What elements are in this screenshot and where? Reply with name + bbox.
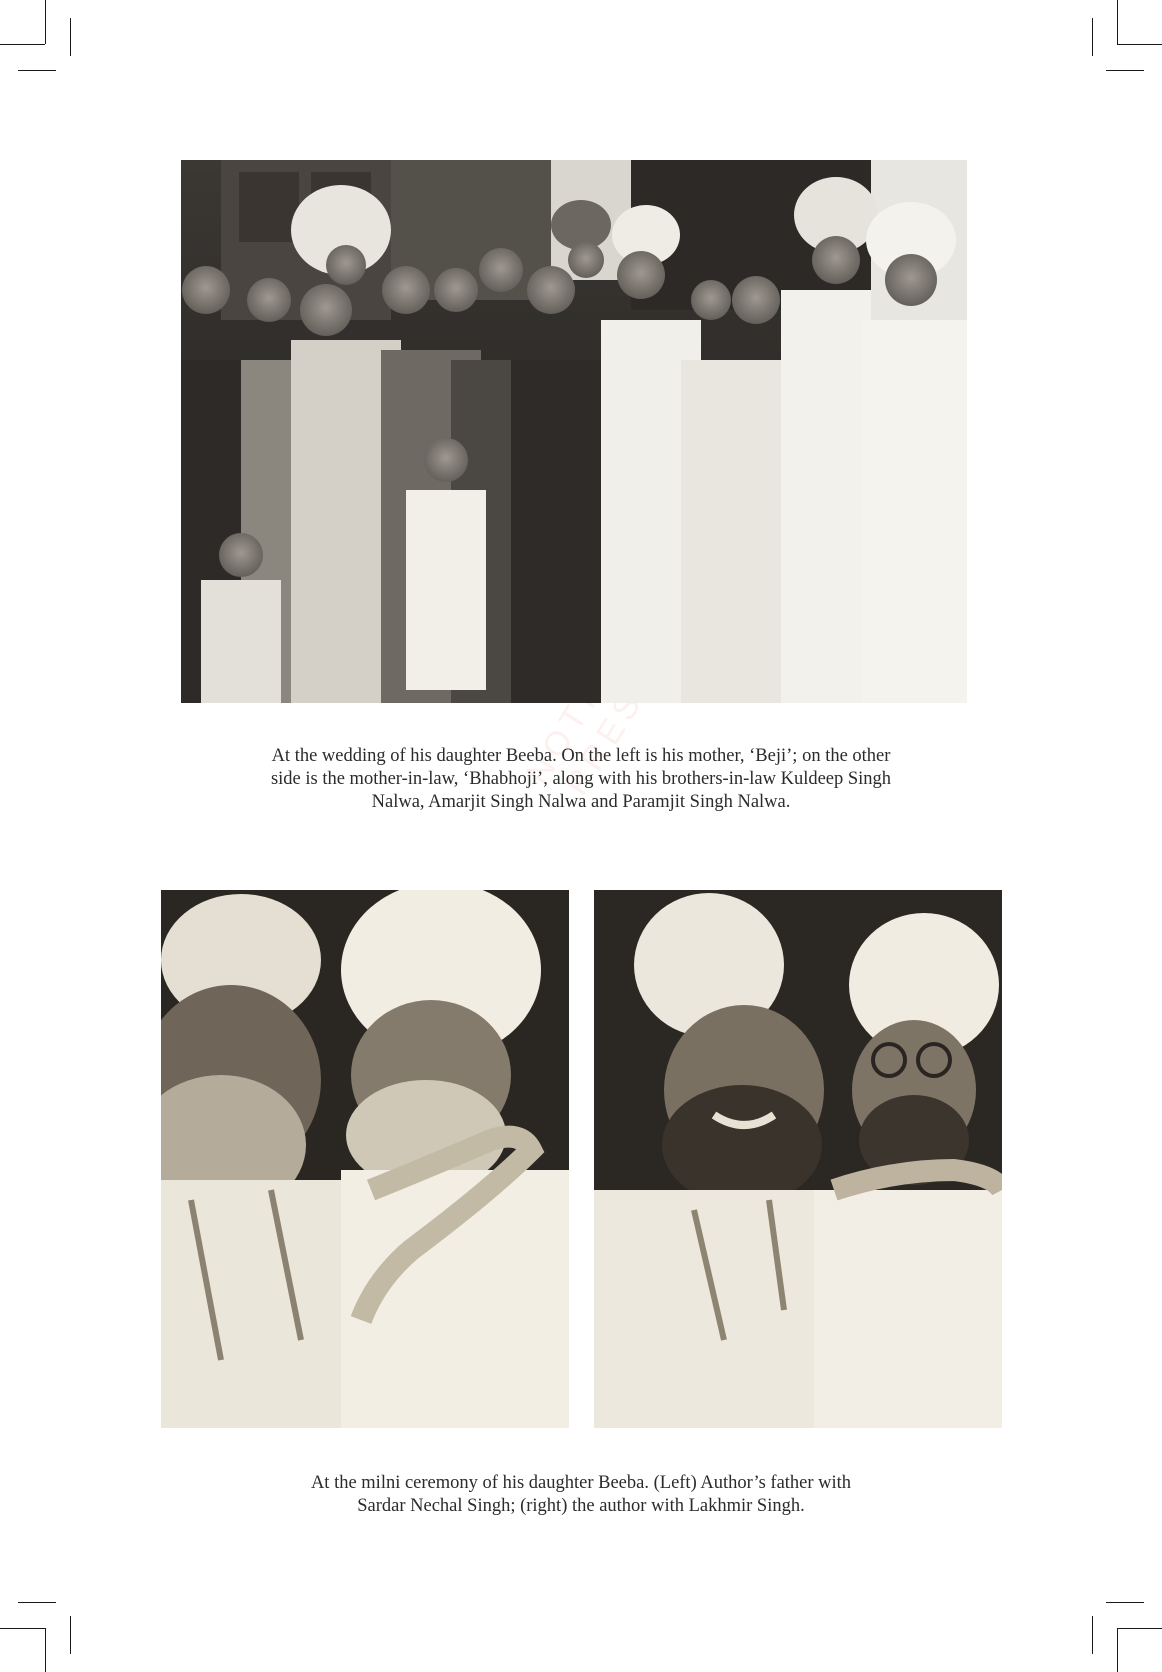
crop-mark-bottom-right-vertical (1117, 1628, 1118, 1672)
milni-photo-caption (0, 1472, 1162, 1518)
crop-mark-bottom-right-horizontal (1117, 1628, 1162, 1629)
caption-line: Sardar Nechal Singh; (right) the author with Lakhmir Singh. (357, 1496, 805, 1516)
crop-mark-bottom-left-horizontal-inner (18, 1602, 56, 1603)
wedding-photo-caption (0, 745, 1162, 814)
watermark: NOTION PRESS (518, 628, 667, 802)
crop-mark-bottom-left-vertical (45, 1628, 46, 1672)
wedding-group-photo (181, 160, 967, 703)
crop-mark-bottom-right-vertical-inner (1092, 1616, 1093, 1654)
crop-mark-bottom-right-horizontal-inner (1106, 1602, 1144, 1603)
caption-line: At the wedding of his daughter Beeba. On the left is his mother, ‘Beji’; on the other (271, 746, 891, 766)
crop-mark-top-right-horizontal-inner (1106, 70, 1144, 71)
crop-mark-top-left-horizontal (0, 44, 45, 45)
caption-line: side is the mother-in-law, ‘Bhabhoji’, along with his brothers-in-law Kuldeep Singh (270, 769, 892, 789)
group-photo-icon (181, 160, 967, 703)
crop-mark-top-left-vertical-inner (70, 18, 71, 56)
embrace-photo-icon (594, 890, 1002, 1428)
crop-mark-top-right-vertical (1117, 0, 1118, 44)
milni-right-photo (594, 890, 1002, 1428)
crop-mark-bottom-left-vertical-inner (70, 1616, 71, 1654)
crop-mark-top-right-vertical-inner (1092, 18, 1093, 56)
milni-left-photo (161, 890, 569, 1428)
crop-mark-bottom-left-horizontal (0, 1628, 45, 1629)
crop-mark-top-right-horizontal (1117, 44, 1162, 45)
crop-mark-top-left-horizontal-inner (18, 70, 56, 71)
caption-line: At the milni ceremony of his daughter Beeba. (Left) Author’s father with (310, 1473, 852, 1493)
embrace-photo-icon (161, 890, 569, 1428)
caption-line: Nalwa, Amarjit Singh Nalwa and Paramjit Singh Nalwa. (371, 792, 791, 812)
crop-mark-top-left-vertical (45, 0, 46, 44)
